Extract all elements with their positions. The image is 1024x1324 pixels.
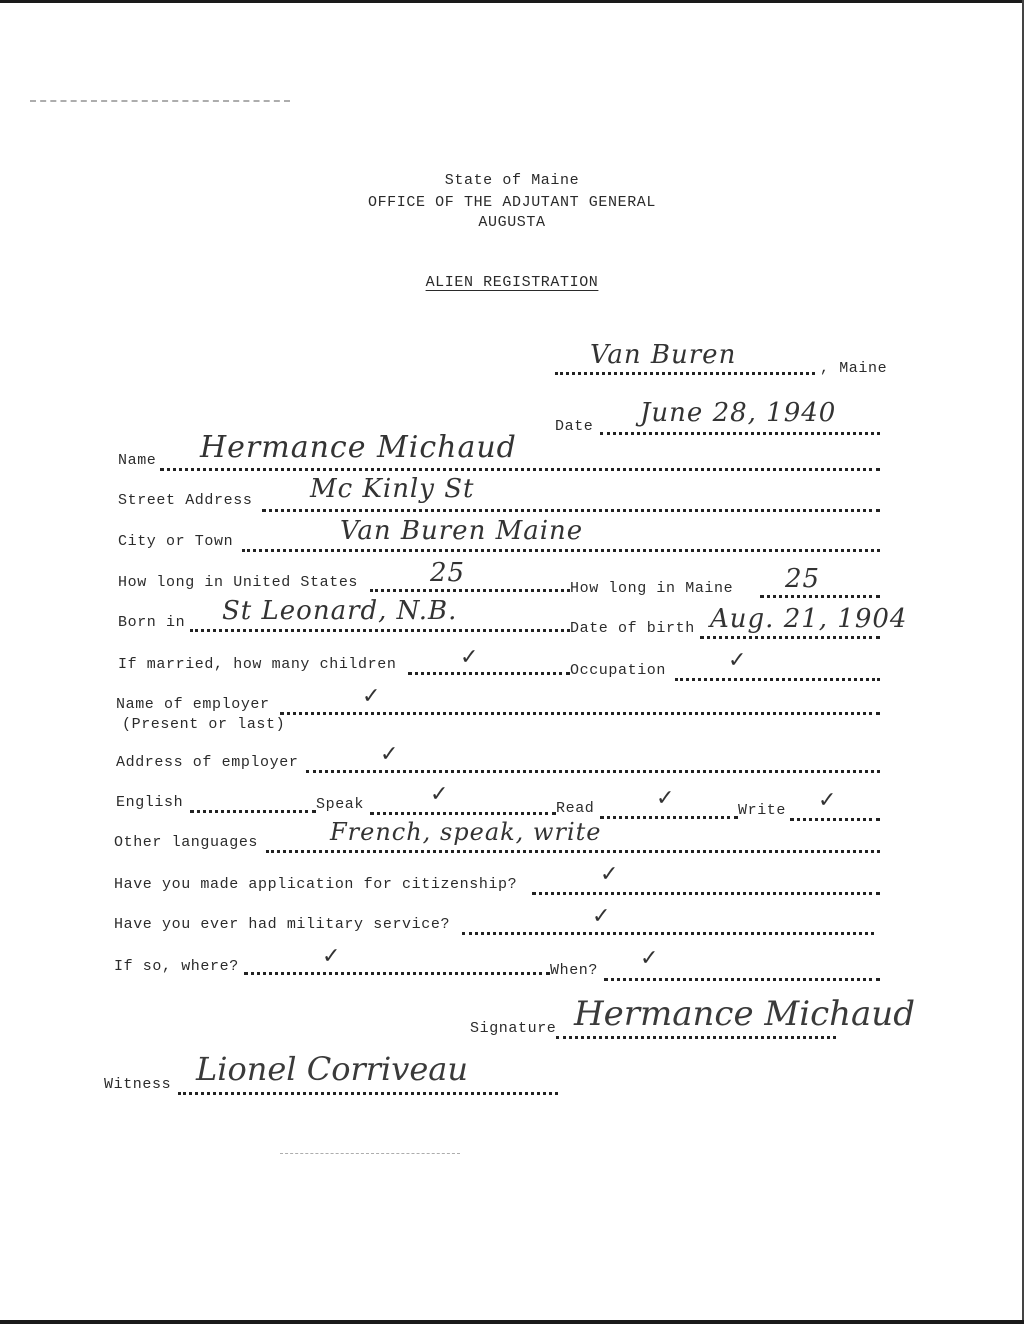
street-label: Street Address bbox=[118, 492, 253, 509]
employer-address-check: ✓ bbox=[380, 742, 399, 767]
write-dots bbox=[790, 818, 880, 821]
employer-dots bbox=[280, 712, 880, 715]
years-maine-dots bbox=[760, 595, 880, 598]
signature-dots bbox=[556, 1036, 836, 1039]
name-dots bbox=[160, 468, 880, 471]
employer-sublabel: (Present or last) bbox=[122, 716, 286, 733]
where-label: If so, where? bbox=[114, 958, 239, 975]
read-check: ✓ bbox=[656, 786, 675, 811]
when-check: ✓ bbox=[640, 946, 659, 971]
employer-address-dots bbox=[306, 770, 880, 773]
years-maine-label: How long in Maine bbox=[570, 580, 734, 597]
citizenship-dots bbox=[532, 892, 880, 895]
military-dots bbox=[462, 932, 874, 935]
name-value: Hermance Michaud bbox=[200, 430, 517, 465]
when-dots bbox=[604, 978, 880, 981]
english-label: English bbox=[116, 794, 184, 811]
born-in-label: Born in bbox=[118, 614, 186, 631]
occupation-dots bbox=[675, 678, 880, 681]
location-state: , Maine bbox=[820, 360, 888, 377]
scan-smudge bbox=[280, 1153, 460, 1155]
signature-label: Signature bbox=[470, 1020, 557, 1037]
dob-dots bbox=[700, 636, 880, 639]
date-dots bbox=[600, 432, 880, 435]
born-in-dots bbox=[190, 629, 570, 632]
citizenship-label: Have you made application for citizenship? bbox=[114, 876, 518, 893]
employer-check: ✓ bbox=[362, 684, 381, 709]
header-city: AUGUSTA bbox=[478, 214, 546, 231]
read-label: Read bbox=[556, 800, 595, 817]
read-dots bbox=[600, 816, 738, 819]
city-value: Van Buren Maine bbox=[340, 516, 584, 546]
scan-edge-bottom bbox=[0, 1320, 1024, 1324]
city-label: City or Town bbox=[118, 533, 234, 550]
children-check: ✓ bbox=[460, 645, 479, 670]
when-label: When? bbox=[550, 962, 599, 979]
date-label: Date bbox=[555, 418, 594, 435]
years-us-dots bbox=[370, 589, 570, 592]
years-us-label: How long in United States bbox=[118, 574, 359, 591]
children-dots bbox=[408, 672, 570, 675]
header-state: State of Maine bbox=[444, 172, 580, 189]
witness-value: Lionel Corriveau bbox=[196, 1050, 468, 1088]
signature-value: Hermance Michaud bbox=[574, 994, 915, 1034]
military-check: ✓ bbox=[592, 904, 611, 929]
employer-label: Name of employer bbox=[116, 696, 270, 713]
occupation-label: Occupation bbox=[570, 662, 667, 679]
citizenship-check: ✓ bbox=[600, 862, 619, 887]
header-office: OFFICE OF THE ADJUTANT GENERAL bbox=[367, 194, 657, 211]
other-languages-dots bbox=[266, 850, 880, 853]
scan-smudge bbox=[30, 100, 290, 103]
other-languages-value: French, speak, write bbox=[330, 818, 602, 846]
years-us-value: 25 bbox=[430, 558, 466, 588]
speak-dots bbox=[370, 812, 556, 815]
speak-check: ✓ bbox=[430, 782, 449, 807]
location-dots bbox=[555, 372, 815, 375]
where-check: ✓ bbox=[322, 944, 341, 969]
occupation-check: ✓ bbox=[728, 648, 747, 673]
employer-address-label: Address of employer bbox=[116, 754, 299, 771]
where-dots bbox=[244, 972, 550, 975]
name-label: Name bbox=[118, 452, 157, 469]
city-dots bbox=[242, 549, 880, 552]
military-label: Have you ever had military service? bbox=[114, 916, 451, 933]
witness-label: Witness bbox=[104, 1076, 172, 1093]
witness-dots bbox=[178, 1092, 558, 1095]
street-value: Mc Kinly St bbox=[310, 474, 475, 504]
scan-edge-top bbox=[0, 0, 1024, 3]
speak-label: Speak bbox=[316, 796, 365, 813]
write-label: Write bbox=[738, 802, 787, 819]
date-value: June 28, 1940 bbox=[640, 398, 837, 428]
dob-value: Aug. 21, 1904 bbox=[710, 604, 908, 634]
children-label: If married, how many children bbox=[118, 656, 397, 673]
dob-label: Date of birth bbox=[570, 620, 695, 637]
form-title: ALIEN REGISTRATION bbox=[425, 274, 599, 291]
location-town: Van Buren bbox=[590, 340, 737, 370]
english-dots bbox=[190, 810, 316, 813]
born-in-value: St Leonard, N.B. bbox=[222, 596, 458, 626]
street-dots bbox=[262, 509, 880, 512]
years-maine-value: 25 bbox=[785, 564, 821, 594]
other-languages-label: Other languages bbox=[114, 834, 259, 851]
write-check: ✓ bbox=[818, 788, 837, 813]
